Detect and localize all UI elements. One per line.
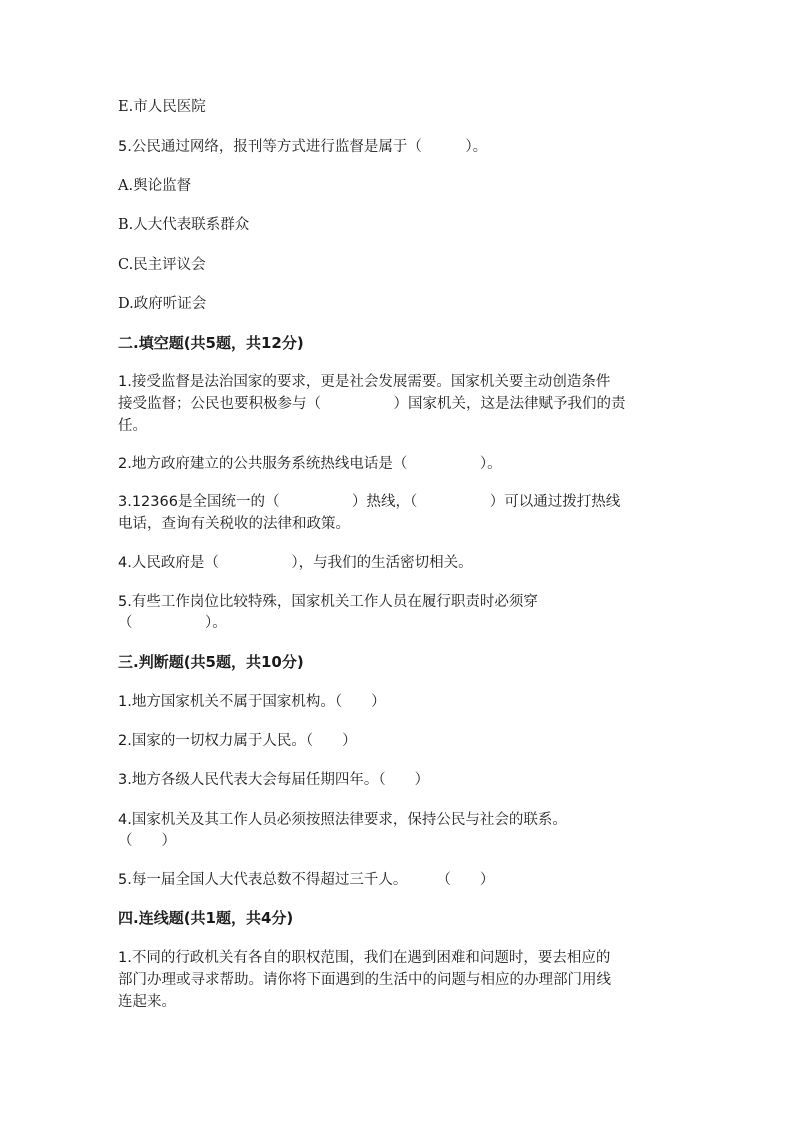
section-title-fill-blank: 二.填空题(共5题，共12分) (118, 334, 304, 352)
fill-q1-line3: 任。 (118, 418, 147, 434)
fill-q3-line2: 电话，查询有关税收的法律和政策。 (118, 516, 350, 532)
fill-q5-line1: 5.有些工作岗位比较特殊，国家机关工作人员在履行职责时必须穿 (118, 594, 538, 610)
option-d: D.政府听证会 (118, 296, 207, 312)
match-q1-line2: 部门办理或寻求帮助。请你将下面遇到的生活中的问题与相应的办理部门用线 (118, 972, 611, 988)
fill-q5-line2: （ ）。 (118, 615, 227, 631)
judge-q5: 5.每一届全国人大代表总数不得超过三千人。 （ ） (118, 872, 495, 888)
fill-q1-line2: 接受监督；公民也要积极参与（ ）国家机关，这是法律赋予我们的责 (118, 396, 626, 412)
judge-q4-line1: 4.国家机关及其工作人员必须按照法律要求，保持公民与社会的联系。 (118, 812, 567, 828)
fill-q4: 4.人民政府是（ ），与我们的生活密切相关。 (118, 555, 473, 571)
section-title-matching: 四.连线题(共1题，共4分) (118, 909, 294, 927)
judge-q4-line2: （ ） (118, 833, 176, 849)
option-c: C.民主评议会 (118, 257, 206, 273)
fill-q3-line1: 3.12366是全国统一的（ ）热线，（ ）可以通过拨打热线 (118, 494, 621, 510)
question-choice-5: 5.公民通过网络，报刊等方式进行监督是属于（ ）。 (118, 139, 488, 155)
match-q1-line3: 连起来。 (118, 994, 176, 1010)
section-title-judgement: 三.判断题(共5题，共10分) (118, 653, 304, 671)
option-b: B.人大代表联系群众 (118, 217, 250, 233)
fill-q2: 2.地方政府建立的公共服务系统热线电话是（ ）。 (118, 456, 502, 472)
judge-q1: 1.地方国家机关不属于国家机构。（ ） (118, 694, 386, 710)
match-q1-line1: 1.不同的行政机关有各自的职权范围，我们在遇到困难和问题时，要去相应的 (118, 950, 611, 966)
fill-q1-line1: 1.接受监督是法治国家的要求，更是社会发展需要。国家机关要主动创造条件 (118, 374, 611, 390)
option-a: A.舆论监督 (118, 178, 192, 194)
option-e: E.市人民医院 (118, 99, 206, 115)
judge-q2: 2.国家的一切权力属于人民。（ ） (118, 733, 357, 749)
judge-q3: 3.地方各级人民代表大会每届任期四年。（ ） (118, 772, 430, 788)
